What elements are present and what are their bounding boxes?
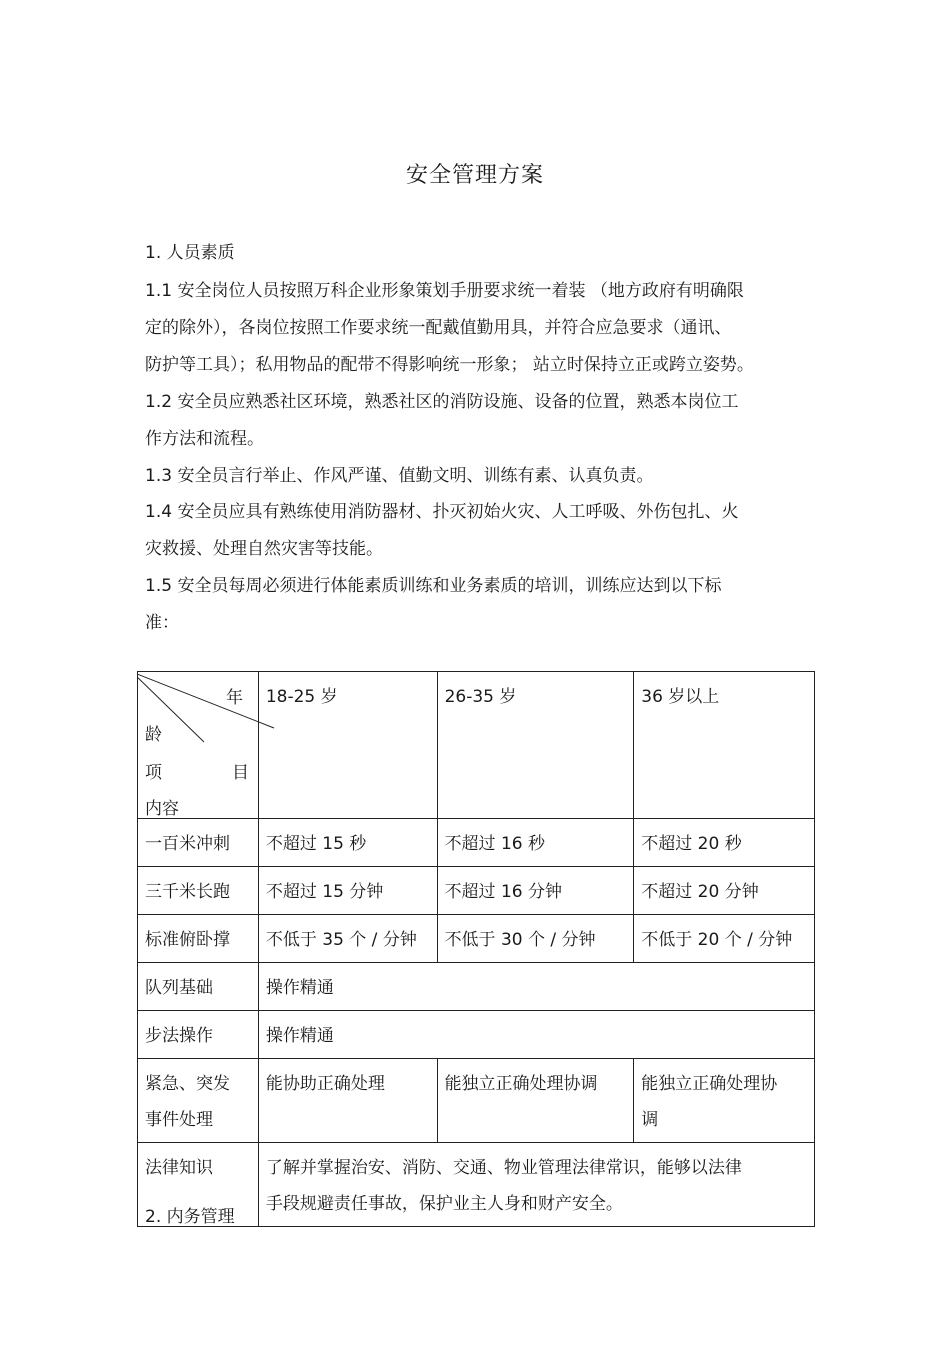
paragraph-line: 灾救援、处理自然灾害等技能。 [145, 539, 383, 559]
table-cell: 不低于 30 个 / 分钟 [437, 915, 634, 963]
cell-line: 调 [641, 1110, 659, 1130]
row-label: 标准俯卧撑 [138, 915, 259, 963]
table-cell: 不超过 20 秒 [634, 819, 815, 867]
table-cell: 能独立正确处理协调 [437, 1059, 634, 1143]
table-cell: 能协助正确处理 [258, 1059, 437, 1143]
page-title: 安全管理方案 [405, 163, 544, 188]
table-cell: 不超过 16 分钟 [437, 867, 634, 915]
table-row [138, 963, 815, 1011]
table-cell-span [258, 1143, 814, 1227]
header-cell: 18-25 岁 [258, 672, 437, 819]
table-cell [634, 1059, 815, 1143]
table-cell: 不低于 35 个 / 分钟 [258, 915, 437, 963]
table-cell: 不超过 20 分钟 [634, 867, 815, 915]
paragraph-line: 防护等工具）；私用物品的配带不得影响统一形象； 站立时保持立正或跨立姿势。 [145, 355, 754, 375]
section-heading: 2. 内务管理 [145, 1207, 235, 1227]
section-heading: 1. 人员素质 [145, 243, 235, 263]
table-cell: 不超过 15 分钟 [258, 867, 437, 915]
paragraph-line: 1.2 安全员应熟悉社区环境，熟悉社区的消防设施、设备的位置，熟悉本岗位工 [145, 392, 739, 412]
header-cell: 26-35 岁 [437, 672, 634, 819]
cell-line: 能独立正确处理协 [641, 1074, 778, 1094]
corner-label-ling: 龄 [145, 725, 162, 745]
row-label: 三千米长跑 [138, 867, 259, 915]
row-label: 一百米冲刺 [138, 819, 259, 867]
paragraph-line: 作方法和流程。 [145, 429, 264, 449]
training-standards-table [137, 671, 815, 1227]
paragraph-line: 准： [145, 613, 179, 633]
diagonal-header-cell [138, 672, 259, 819]
cell-line: 手段规避责任事故，保护业主人身和财产安全。 [265, 1194, 623, 1214]
row-label: 步法操作 [138, 1011, 259, 1059]
table-cell: 不超过 16 秒 [437, 819, 634, 867]
table-row [138, 915, 815, 963]
table-cell: 不低于 20 个 / 分钟 [634, 915, 815, 963]
row-label: 队列基础 [138, 963, 259, 1011]
table-cell: 不超过 15 秒 [258, 819, 437, 867]
corner-label-neirong: 内容 [145, 799, 179, 819]
corner-label-mu: 目 [232, 763, 249, 783]
paragraph-line: 定的除外），各岗位按照工作要求统一配戴值勤用具，并符合应急要求（通讯、 [145, 318, 732, 338]
table-row [138, 1059, 815, 1143]
paragraph-line: 1.1 安全岗位人员按照万科企业形象策划手册要求统一着装 （地方政府有明确限 [145, 281, 744, 301]
table-row [138, 867, 815, 915]
row-label-line: 紧急、突发 [145, 1074, 230, 1094]
table-row [138, 819, 815, 867]
corner-label-nian: 年 [226, 688, 243, 708]
cell-line: 了解并掌握治安、消防、交通、物业管理法律常识，能够以法律 [265, 1158, 742, 1178]
row-label: 法律知识 [138, 1143, 259, 1227]
table-row [138, 1011, 815, 1059]
header-cell: 36 岁以上 [634, 672, 815, 819]
table-row [138, 1143, 815, 1227]
paragraph-line: 1.3 安全员言行举止、作风严谨、值勤文明、训练有素、认真负责。 [145, 466, 654, 486]
table-header-row [138, 672, 815, 819]
table-cell-span: 操作精通 [258, 963, 814, 1011]
corner-label-xiang: 项 [145, 763, 162, 783]
table-cell-span: 操作精通 [258, 1011, 814, 1059]
paragraph-line: 1.5 安全员每周必须进行体能素质训练和业务素质的培训，训练应达到以下标 [145, 576, 722, 596]
row-label [138, 1059, 259, 1143]
row-label-line: 事件处理 [145, 1110, 213, 1130]
paragraph-line: 1.4 安全员应具有熟练使用消防器材、扑灭初始火灾、人工呼吸、外伤包扎、火 [145, 502, 739, 522]
